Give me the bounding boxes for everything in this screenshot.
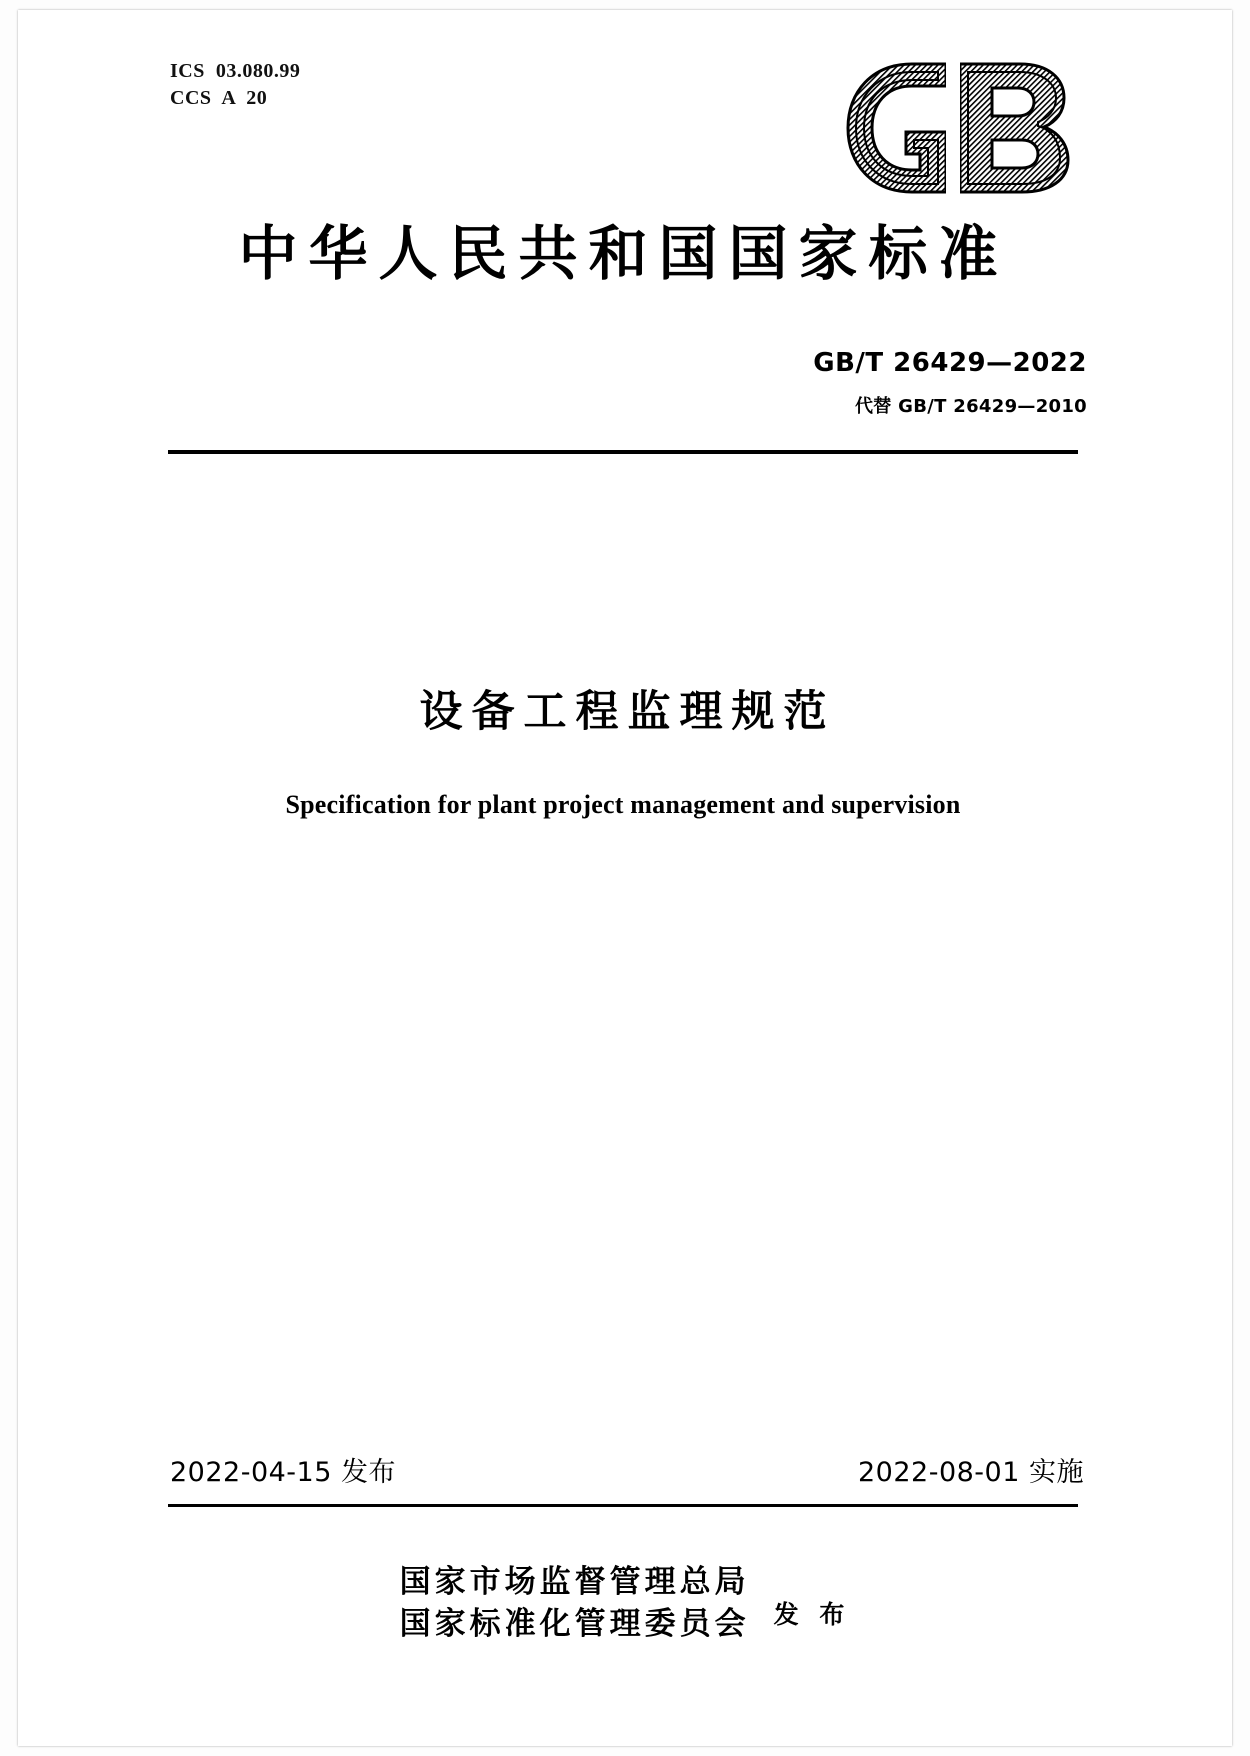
- ccs-code: CCS A 20: [170, 87, 268, 109]
- footer-divider: [168, 1504, 1078, 1507]
- header-divider: [168, 450, 1078, 454]
- standard-number: GB/T 26429—2022: [813, 348, 1087, 378]
- national-standard-title: 中华人民共和国国家标准: [238, 219, 1009, 288]
- ics-code: ICS 03.080.99: [170, 60, 301, 82]
- issuer-block: [168, 1562, 1078, 1646]
- issuer-line-1: 国家市场监督管理总局: [399, 1564, 750, 1600]
- document-title-chinese: 设备工程监理规范: [419, 687, 836, 737]
- issuer-names: [396, 1562, 750, 1646]
- ics-classification-block: [170, 58, 300, 112]
- implementation-date: 2022-08-01 实施: [858, 1457, 1084, 1488]
- document-title-english: Specification for plant project management and supervision: [285, 790, 961, 819]
- issuer-line-2: 国家标准化管理委员会: [399, 1605, 750, 1642]
- page-sheet: [18, 10, 1232, 1746]
- issuer-verb: 发 布: [773, 1599, 851, 1629]
- gb-emblem-icon: [842, 58, 1092, 198]
- standard-replaces: 代替 GB/T 26429—2010: [855, 396, 1087, 417]
- issue-date: 2022-04-15 发布: [170, 1457, 396, 1488]
